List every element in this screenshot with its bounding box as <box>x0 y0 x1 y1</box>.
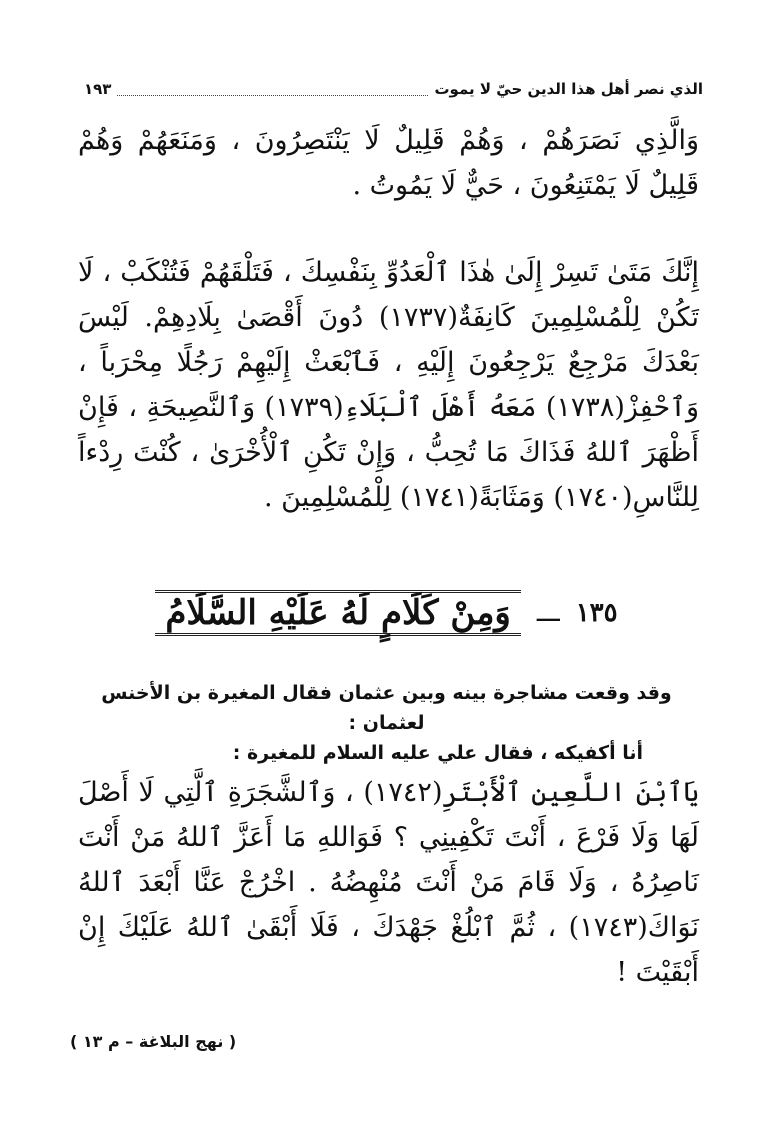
footer-signature: ( نهج البلاغة – م ١٣ ) <box>70 1032 237 1051</box>
paragraph-3: يَاٱبْنَ اللَّعِينِ ٱلْأَبْتَرِ(١٧٤٢) ، وَٱلشَّجَرَةِ ٱلَّتِي لَا أَصْلَ لَهَا وَلَا فَرْعَ ، أَنْتَ تَكْفِينِي ؟ فَوَاللهِ مَا أَعَزَّ ٱللهُ مَنْ أَنْتَ نَاصِرُهُ ، وَلَا قَامَ مَنْ أَنْتَ مُنْهِضُهُ . اخْرُجْ عَنَّا أَبْعَدَ ٱللهُ نَوَاكَ(١٧٤٣) ، ثُمَّ ٱبْلُغْ جَهْدَكَ ، فَلَا أَبْقَىٰ ٱللهُ عَلَيْكَ إِنْ أَبْقَيْتَ ! <box>78 777 699 988</box>
section-intro <box>90 678 683 768</box>
header-leader-dots <box>117 83 428 96</box>
header-title: الذي نصر أهل هذا الدين حيّ لا يموت <box>434 80 703 98</box>
section-number: ١٣٥ <box>575 598 618 628</box>
page-number: ١٩٣ <box>84 80 112 98</box>
intro-line-1: وقد وقعت مشاجرة بينه وبين عثمان فقال المغيرة بن الأخنس لعثمان : <box>101 682 672 734</box>
paragraph-1: وَالَّذِي نَصَرَهُمْ ، وَهُمْ قَلِيلٌ لَا يَنْتَصِرُونَ ، وَمَنَعَهُمْ وَهُمْ قَلِيلٌ لَا يَمْتَنِعُونَ ، حَيٌّ لَا يَمُوتُ . <box>78 125 699 201</box>
paragraph-2: إِنَّكَ مَتَىٰ تَسِرْ إِلَىٰ هٰذَا ٱلْعَدُوِّ بِنَفْسِكَ ، فَتَلْقَهُمْ فَتُنْكَبْ ، لَا تَكُنْ لِلْمُسْلِمِينَ كَانِفَةٌ(١٧٣٧) دُونَ أَقْصَىٰ بِلَادِهِمْ. لَيْسَ بَعْدَكَ مَرْجِعٌ يَرْجِعُونَ إِلَيْهِ ، فَٱبْعَثْ إِلَيْهِمْ رَجُلًا مِحْرَباً ، وَٱحْفِزْ(١٧٣٨) مَعَهُ أَهْلَ ٱلْبَلَاءِ(١٧٣٩) وَٱلنَّصِيحَةِ ، فَإِنْ أَظْهَرَ ٱللهُ فَذَاكَ مَا تُحِبُّ ، وَإِنْ تَكُنِ ٱلْأُخْرَىٰ ، كُنْتَ رِدْءاً لِلنَّاسِ(١٧٤٠) وَمَثَابَةً(١٧٤١) لِلْمُسْلِمِينَ . <box>78 257 700 513</box>
section-heading <box>0 580 773 646</box>
running-header <box>84 74 703 104</box>
section-dash: ـــ <box>536 598 560 628</box>
intro-line-2: أنا أكفيكه ، فقال علي عليه السلام للمغيرة : <box>232 742 643 764</box>
section-banner: وَمِنْ كَلَامٍ لَهُ عَلَيْهِ السَّلَامُ <box>155 590 520 636</box>
